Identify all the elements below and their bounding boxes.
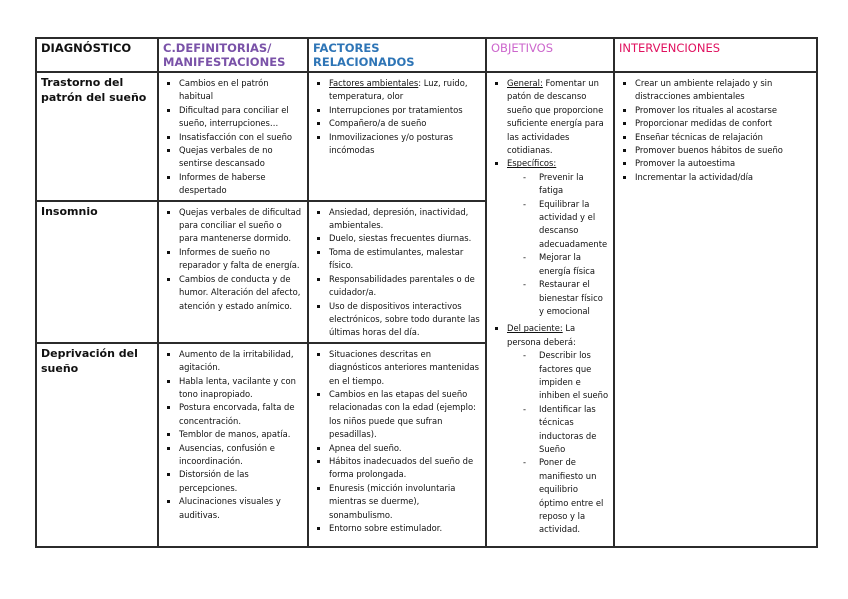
list-item: - Mejorar la energía física [525,251,609,278]
factor-text: Enuresis (micción involuntaria mientras se duerme), sonambulismo. [329,482,456,520]
list-item [329,131,481,158]
list-item: - Identificar las técnicas inductoras de Sueño [525,403,609,457]
header-intervenciones: INTERVENCIONES [614,38,817,72]
list-item: ▪ Temblor de manos, apatía. [179,428,303,441]
list-item: ▪ Informes de haberse despertado [179,171,303,198]
list-item: ▪ Informes de sueño no reparador y falta de energía. [179,246,303,273]
list-item [329,232,481,245]
list-item: ▪ Crear un ambiente relajado y sin distracciones ambientales [635,77,812,104]
list-item [329,246,481,273]
objetivos-list [491,75,609,537]
list-item [329,273,481,300]
objetivo-general [507,77,609,157]
factor-text: Cambios en las etapas del sueño relacionadas con la edad (ejemplo: los niños puede que sufran pesadillas). [329,388,476,440]
list-item: ▪ Promover buenos hábitos de sueño [635,144,812,157]
header-caracteristicas: C.DEFINITORIAS/ MANIFESTACIONES [158,38,308,72]
factor-text: Situaciones descritas en diagnósticos anteriores mantenidas en el tiempo. [329,348,479,386]
factor-text: Compañero/a de sueño [329,118,427,129]
list-item: ▪ Ausencias, confusión e incoordinación. [179,442,303,469]
factores-list [313,346,481,536]
factor-text: Entorno sobre estimulador. [329,523,443,533]
factor-text: Apnea del sueño. [329,442,402,453]
factores-cell [308,72,486,201]
list-item [329,77,481,104]
factor-text: Responsabilidades parentales o de cuidador/a. [329,273,475,298]
list-item: ▪ Insatisfacción con el sueño [179,131,303,144]
header-factores: FACTORES RELACIONADOS [308,38,486,72]
objetivos-especificos [507,157,609,318]
list-item: ▪ Proporcionar medidas de confort [635,117,812,130]
list-item [329,104,481,117]
paciente-label: Del paciente: [507,323,563,334]
factores-list [313,204,481,340]
manifestaciones-list [163,346,303,522]
manifestaciones-cell [158,201,308,343]
list-item: ▪ Promover la autoestima [635,157,812,170]
intervenciones-list [619,75,812,184]
factor-text: Interrupciones por tratamientos [329,104,463,115]
list-item: ▪ Quejas verbales de no sentirse descansado [179,144,303,171]
list-item: ▪ Cambios de conducta y de humor. Alteración del afecto, atención y estado anímico. [179,273,303,313]
list-item [329,117,481,130]
list-item: - Poner de manifiesto un equilibrio óptimo entre el reposo y la actividad. [525,456,609,536]
manifestaciones-cell [158,343,308,547]
care-plan-table [35,37,818,548]
objetivo-general-label: General: [507,78,543,88]
diagnosis-row [36,72,817,201]
list-item [329,388,481,442]
list-item: ▪ Alucinaciones visuales y auditivas. [179,495,303,522]
especificos-label: Específicos: [507,158,557,169]
diagnosis-cell: Insomnio [36,201,158,343]
list-item: - Prevenir la fatiga [525,171,609,198]
intervenciones-cell [614,72,817,547]
list-item [329,522,481,535]
list-item: ▪ Cambios en el patrón habitual [179,77,303,104]
factor-text: Inmovilizaciones y/o posturas incómodas [329,131,453,156]
header-row [36,38,817,72]
list-item [329,482,481,522]
list-item: ▪ Incrementar la actividad/día [635,171,812,184]
list-item: ▪ Dificultad para conciliar el sueño, interrupciones… [179,104,303,131]
factor-text: Hábitos inadecuados del sueño de forma prolongada. [329,455,474,480]
list-item [329,206,481,233]
factor-text: Uso de dispositivos interactivos electrónicos, sobre todo durante las últimas horas del día. [329,300,480,338]
list-item: ▪ Habla lenta, vacilante y con tono inapropiado. [179,375,303,402]
list-item [329,348,481,388]
factor-text: Toma de estimulantes, malestar físico. [329,246,464,271]
list-item: ▪ Enseñar técnicas de relajación [635,131,812,144]
factores-list [313,75,481,157]
list-item [329,455,481,482]
list-item [329,442,481,455]
especificos-list [507,171,609,318]
factor-text: Duelo, siestas frecuentes diurnas. [329,233,472,244]
list-item: ▪ Distorsión de las percepciones. [179,468,303,495]
manifestaciones-list [163,75,303,198]
list-item: ▪ Quejas verbales de dificultad para conciliar el sueño o para mantenerse dormido. [179,206,303,246]
paciente-text: La persona deberá: [507,323,576,347]
factor-text: : Luz, ruido, temperatura, olor [329,78,468,102]
factor-text: Ansiedad, depresión, inactividad, ambientales. [329,206,469,231]
list-item: ▪ Postura encorvada, falta de concentración. [179,401,303,428]
factores-cell [308,201,486,343]
list-item: ▪ Promover los rituales al acostarse [635,104,812,117]
list-item [329,300,481,340]
paciente-list [507,349,609,537]
manifestaciones-cell [158,72,308,201]
diagnosis-cell: Trastorno del patrón del sueño [36,72,158,201]
list-item: ▪ Aumento de la irritabilidad, agitación. [179,348,303,375]
factor-label: Factores ambientales [329,78,419,88]
manifestaciones-list [163,204,303,313]
header-objetivos: OBJETIVOS [486,38,614,72]
list-item: - Equilibrar la actividad y el descanso adecuadamente [525,198,609,252]
objetivos-paciente [507,322,609,537]
factores-cell [308,343,486,547]
list-item: - Describir los factores que impiden e inhiben el sueño [525,349,609,403]
diagnosis-cell: Deprivación del sueño [36,343,158,547]
objetivo-general-text: Fomentar un patón de descanso sueño que proporcione suficiente energía para las actividades cotidianas. [507,78,604,156]
list-item: - Restaurar el bienestar físico y emocional [525,278,609,318]
objetivos-cell [486,72,614,547]
header-diagnostico: DIAGNÓSTICO [36,38,158,72]
